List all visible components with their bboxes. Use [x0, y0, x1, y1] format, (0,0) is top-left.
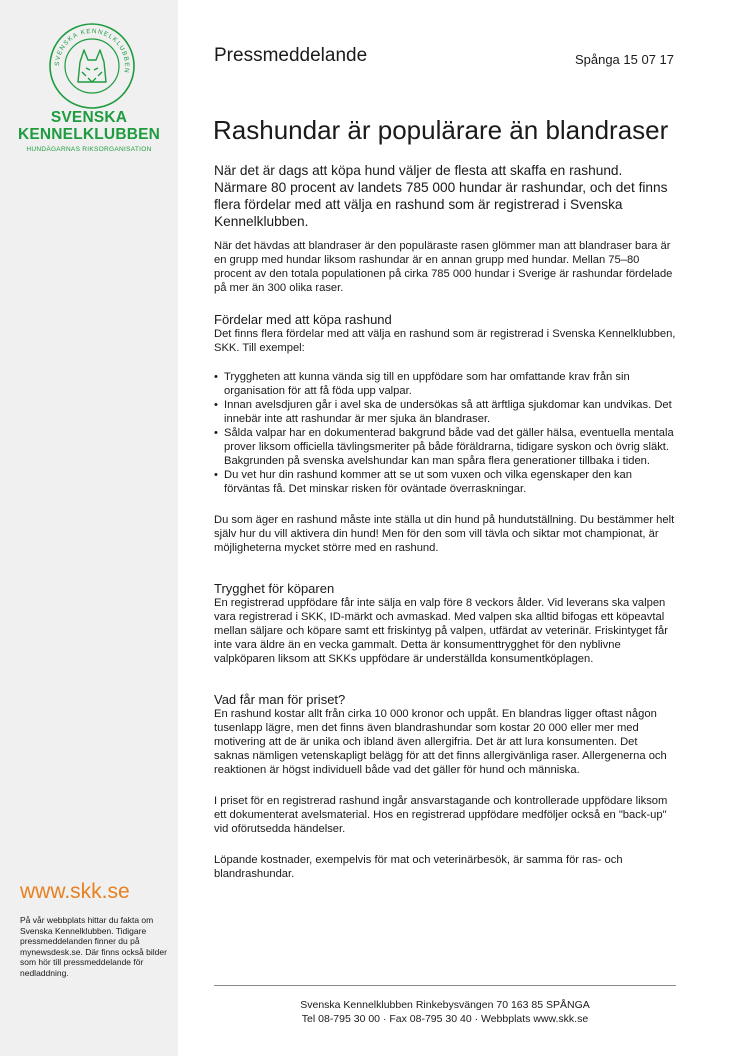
org-subtitle: HUNDÄGARNAS RIKSORGANISATION [26, 146, 152, 153]
section1-closing: Du som äger en rashund måste inte ställa ut din hund på hundutställning. Du bestämmer helt själv hur du vill aktivera din hund! Men för den som vill tävla och siktar mot championat, är möjligheterna mycket större med en rashund. [214, 514, 675, 554]
section-heading-fordelar: Fördelar med att köpa rashund [214, 312, 392, 327]
headline: Rashundar är populärare än blandraser [213, 115, 669, 145]
article-body [214, 162, 676, 898]
section3-body1: En rashund kostar allt från cirka 10 000 kronor och uppåt. En blandras ligger oftast någon tusenlapp lägre, men det finns även blandrashundar som kostar 20 000 eller mer med motivering att de är unika och ibland även allergifria. Det är att lura konsumenten. Det saknas nämligen vetenskapligt belägg för att det finns allergivänliga raser. Allergenerna och reaktionen är högst individuell både vad det gäller för hund och människa. [214, 708, 667, 776]
section-heading-trygghet: Trygghet för köparen [214, 581, 335, 596]
section-heading-priset: Vad får man för priset? [214, 692, 346, 707]
document-type: Pressmeddelande [214, 45, 368, 66]
advantages-list [214, 370, 676, 496]
org-name-line2: KENNELKLUBBEN [17, 126, 161, 143]
org-name-line1: SVENSKA [50, 109, 128, 126]
section2-body: En registrerad uppfödare får inte sälja en valp före 8 veckors ålder. Vid leverans ska valpen vara registrerad i SKK, ID-märkt och avmaskad. Med valpen ska alltid bifogas ett köpeavtal mellan säljare och köpare samt ett friskintyg på valpen, utfärdat av veterinär. Friskintyget får inte vara äldre än en vecka gammalt. Detta är konsumenttrygghet för den nyblivne valpköparen liksom att SKKs uppfödare är underställda konsumentköplagen. [214, 597, 668, 665]
list-item: • Tryggheten att kunna vända sig till en uppfödare som har omfattande krav från sin organisation för att få föda upp valpar. [214, 370, 676, 398]
intro-paragraph: När det hävdas att blandraser är den populäraste rasen glömmer man att blandraser bara är en grupp med hundar liksom rashundar är en annan grupp med hundar. Mellan 75–80 procent av den totala populationen på cirka 785 000 hundar i Sverige är rashundar fördelade på mer än 300 olika raser. [214, 240, 673, 294]
footer-address: Svenska Kennelklubben Rinkebysvängen 70 163 85 SPÅNGA [300, 999, 590, 1011]
list-item: • Sålda valpar har en dokumenterad bakgrund både vad det gäller hälsa, eventuella mentala prover liksom officiella tävlingsmeriter på både föräldrarna, tidigare syskon och övrig släkt. Bakgrunden på svenska avelshundar kan man spåra flera generationer tillbaka i tiden. [214, 426, 676, 468]
list-item: • Du vet hur din rashund kommer att se ut som vuxen och vilka egenskaper den kan förväntas få. Det minskar risken för oväntade överraskningar. [214, 468, 676, 496]
section3-body2: I priset för en registrerad rashund ingår ansvarstagande och kontrollerade uppfödare liksom ett dokumenterat avelsmaterial. Hos en registrerad uppfödare medföljer också en "back-up" vid oförutsedda händelser. [214, 795, 668, 835]
footer-divider [214, 985, 676, 986]
sidebar-info-text: På vår webbplats hittar du fakta om Svenska Kennelklubben. Tidigare pressmeddelanden finner du på mynewsdesk.se. Där finns också bilder som hör till pressmeddelande för nedladdning. [20, 915, 167, 978]
list-item: • Innan avelsdjuren går i avel ska de undersökas så att ärftliga sjukdomar kan undvikas. Det innebär inte att rashundar är mer sjuka än blandraser. [214, 398, 676, 426]
sidebar [0, 0, 178, 1056]
logo-ring-text: SVENSKA KENNELKLUBBEN [53, 27, 131, 75]
footer [214, 998, 676, 1026]
section1-intro: Det finns flera fördelar med att välja en rashund som är registrerad i Svenska Kennelklubben, SKK. Till exempel: [214, 328, 676, 354]
footer-contact: Tel 08-795 30 00 · Fax 08-795 30 40 · Webbplats www.skk.se [301, 1013, 589, 1025]
document-date: Spånga 15 07 17 [574, 52, 674, 67]
section3-body3: Löpande kostnader, exempelvis för mat och veterinärbesök, är samma för ras- och blandrashundar. [214, 854, 623, 880]
skk-dog-emblem-icon [48, 22, 136, 110]
lead-paragraph: När det är dags att köpa hund väljer de flesta att skaffa en rashund. Närmare 80 procent av landets 785 000 hundar är rashundar, och det finns flera fördelar med att välja en rashund som är registrerad i Svenska Kennelklubben. [214, 163, 668, 229]
website-link[interactable]: www.skk.se [20, 880, 130, 903]
